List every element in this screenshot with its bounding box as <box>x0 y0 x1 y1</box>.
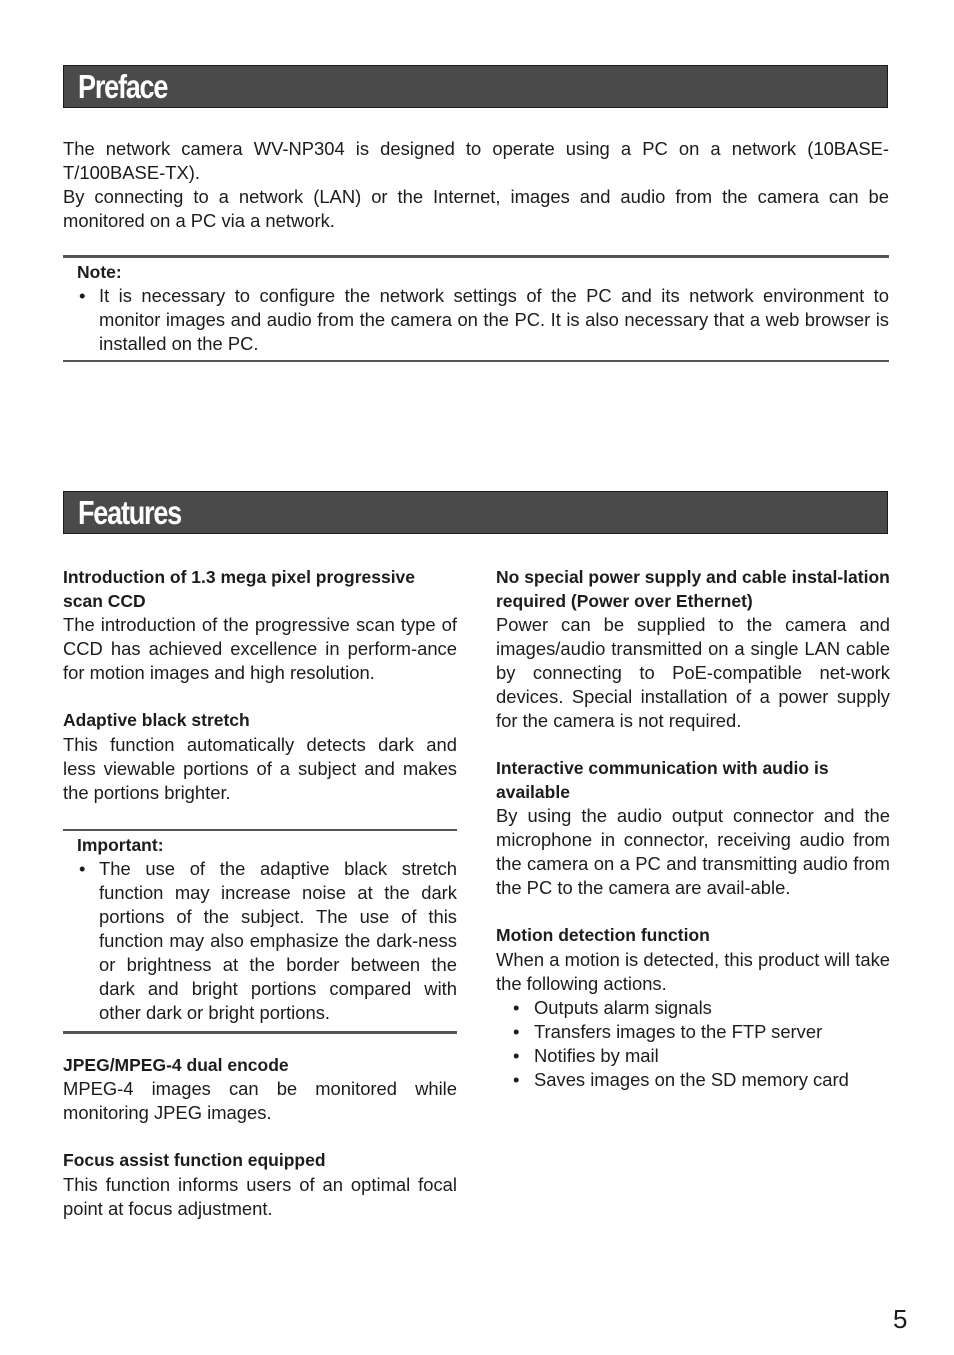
note-box <box>63 255 889 362</box>
feature-body: By using the audio output connector and the microphone in connector, receiving audio from the camera on a PC and transmitting audio from the PC to the camera are avail-able. <box>496 805 890 898</box>
features-right-column <box>496 566 890 1116</box>
list-item <box>496 1068 890 1092</box>
list-item <box>496 1020 890 1044</box>
feature-title: Introduction of 1.3 mega pixel progressive scan CCD <box>63 567 416 611</box>
important-item <box>79 857 457 1025</box>
list-item-text: Transfers images to the FTP server <box>534 1020 823 1042</box>
bullet-icon: • <box>79 857 86 879</box>
page-number: 5 <box>893 1304 908 1334</box>
feature-audio-communication <box>496 757 890 900</box>
feature-title: Interactive communication with audio is available <box>496 758 829 802</box>
bullet-icon: • <box>513 1044 520 1066</box>
preface-heading-text: Preface <box>78 68 168 105</box>
feature-body: This function automatically detects dark and less viewable portions of a subject and makes the portions brighter. <box>63 733 457 803</box>
important-title: Important: <box>77 834 164 855</box>
preface-paragraph-2: By connecting to a network (LAN) or the Internet, images and audio from the camera can be monitored on a PC via a network. <box>63 186 889 231</box>
bullet-icon: • <box>513 1068 520 1090</box>
feature-body: MPEG-4 images can be monitored while monitoring JPEG images. <box>63 1078 457 1123</box>
preface-heading <box>63 65 888 108</box>
note-item <box>79 284 889 356</box>
note-title: Note: <box>77 262 122 282</box>
feature-focus-assist <box>63 1149 457 1221</box>
feature-body: Power can be supplied to the camera and images/audio transmitted on a single LAN cable by connecting to PoE-compatible net-work devices. Special installation of a power supply for the camera is not required. <box>496 614 890 731</box>
important-box <box>63 829 457 1034</box>
bullet-icon: • <box>79 285 86 306</box>
list-item <box>496 1044 890 1068</box>
feature-title: No special power supply and cable instal-lation required (Power over Ethernet) <box>496 567 890 611</box>
preface-paragraph-1: The network camera WV-NP304 is designed to operate using a PC on a network (10BASE-T/100BASE-TX). <box>63 138 889 183</box>
feature-motion-detection <box>496 924 890 1092</box>
feature-poe <box>496 566 890 733</box>
bullet-icon: • <box>513 996 520 1018</box>
list-item-text: Notifies by mail <box>534 1044 659 1066</box>
note-text: It is necessary to configure the network settings of the PC and its network environment to monitor images and audio from the camera on the PC. It is also necessary that a web browser is installed on the PC. <box>99 285 889 354</box>
motion-actions-list <box>496 996 890 1092</box>
feature-body: When a motion is detected, this product will take the following actions. <box>496 948 890 994</box>
feature-title: JPEG/MPEG-4 dual encode <box>63 1054 289 1075</box>
feature-body: This function informs users of an optimal focal point at focus adjustment. <box>63 1173 457 1219</box>
important-text: The use of the adaptive black stretch function may increase noise at the dark portions of the subject. The use of this function may also emphasize the dark-ness or brightness at the border between the dark and bright portions compared with other dark or bright portions. <box>99 857 457 1023</box>
bullet-icon: • <box>513 1020 520 1042</box>
features-left-column <box>63 566 457 1245</box>
feature-dual-encode <box>63 1054 457 1126</box>
list-item-text: Outputs alarm signals <box>534 996 712 1018</box>
feature-title: Adaptive black stretch <box>63 710 250 730</box>
feature-progressive-scan <box>63 566 457 685</box>
feature-title: Motion detection function <box>496 925 710 945</box>
features-heading <box>63 491 888 534</box>
feature-body: The introduction of the progressive scan type of CCD has achieved excellence in perform-ance for motion images and high resolution. <box>63 614 457 683</box>
feature-title: Focus assist function equipped <box>63 1150 326 1170</box>
list-item <box>496 996 890 1020</box>
list-item-text: Saves images on the SD memory card <box>534 1068 849 1090</box>
features-heading-text: Features <box>78 494 181 531</box>
feature-adaptive-black-stretch <box>63 709 457 805</box>
